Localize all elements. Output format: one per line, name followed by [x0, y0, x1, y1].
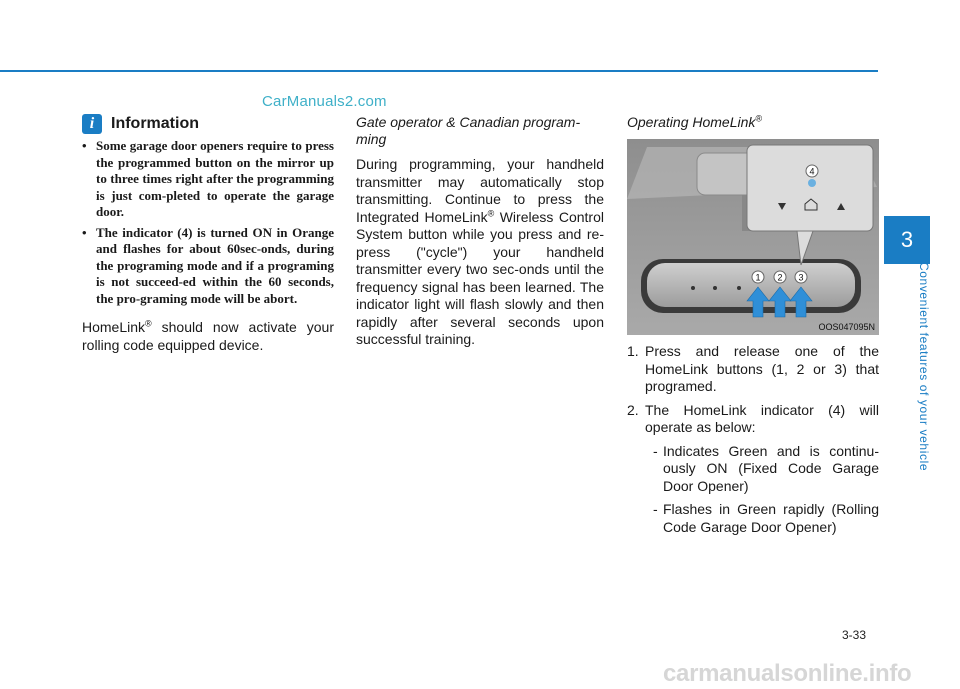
callout-label-1: 1 [755, 272, 761, 283]
homelink-brand: HomeLink [82, 319, 146, 335]
indicator-modes [653, 443, 879, 537]
homelink-note-text: should now activate your rolling code equipped device. [82, 319, 334, 353]
chapter-title: Convenient features of your vehicle [917, 262, 931, 472]
header-rule [0, 70, 878, 72]
mirror-dot-2 [713, 286, 717, 290]
callout-label-3: 3 [798, 272, 804, 283]
mirror-dot-3 [737, 286, 741, 290]
step-number: 1. [627, 343, 639, 359]
gate-text-after: Wireless Control System button while you press and re-press ("cycle") your handheld transmitter every two sec-onds until the frequency signal has been learned. The indicator light will flash slowly and then rapidly after several seconds upon successful training. [356, 208, 604, 347]
column-left [82, 114, 334, 354]
list-item [653, 501, 879, 536]
list-item [627, 343, 879, 396]
gate-text-before: During programming, your handheld transmitter may automatically stop transmitting. Continue to press the Integrated HomeLink [356, 156, 604, 225]
information-list [82, 138, 334, 307]
watermark-top: CarManuals2.com [262, 93, 387, 110]
column-right [627, 114, 879, 542]
info-icon: i [82, 114, 102, 134]
list-item [627, 402, 879, 537]
homelink-indicator-led [808, 179, 816, 187]
homelink-activate-note [82, 319, 334, 354]
list-item [653, 443, 879, 496]
mirror-illustration [627, 139, 879, 335]
list-item: • The indicator (4) is turned ON in Orange and flashes for about 60sec-onds, during the programing mode and if a programing is not succeed-ed within the 60 seconds, the pro-graming mode will be abort. [82, 225, 334, 308]
watermark-bottom: carmanualsonline.info [663, 660, 912, 687]
page-number: 3-33 [842, 628, 867, 642]
callout-label-2: 2 [777, 272, 783, 283]
mirror-dot-1 [691, 286, 695, 290]
mode-text: Flashes in Green rapidly (Rolling Code Garage Door Opener) [663, 501, 879, 535]
information-title: Information [111, 115, 199, 132]
step-text: The HomeLink indicator (4) will operate as below: [645, 401, 879, 435]
step-text: Press and release one of the HomeLink buttons (1, 2 or 3) that programed. [645, 343, 879, 394]
callout-label-4: 4 [809, 166, 815, 177]
operating-heading-text: Operating HomeLink [627, 114, 756, 130]
information-header [82, 114, 334, 134]
chapter-number-tab: 3 [884, 216, 930, 264]
gate-operator-heading: Gate operator & Canadian program-ming [356, 114, 581, 147]
mode-text: Indicates Green and is continu-ously ON (Fixed Code Garage Door Opener) [663, 442, 879, 494]
homelink-mirror-figure [627, 139, 879, 335]
registered-mark: ® [487, 207, 495, 218]
column-middle [356, 114, 604, 349]
gate-operator-text [356, 156, 604, 349]
step-number: 2. [627, 401, 639, 418]
zoom-inset-panel [747, 145, 873, 231]
operating-homelink-heading [627, 114, 879, 131]
registered-mark: ® [145, 318, 152, 329]
dash: - [653, 442, 658, 459]
dash: - [653, 501, 658, 517]
operating-steps [627, 343, 879, 536]
registered-mark: ® [755, 113, 763, 124]
list-item: • Some garage door openers require to press the programmed button on the mirror up to three times right after the programming is just com-pleted to operate the garage door. [82, 138, 334, 221]
figure-code: OOS047095N [818, 322, 875, 332]
